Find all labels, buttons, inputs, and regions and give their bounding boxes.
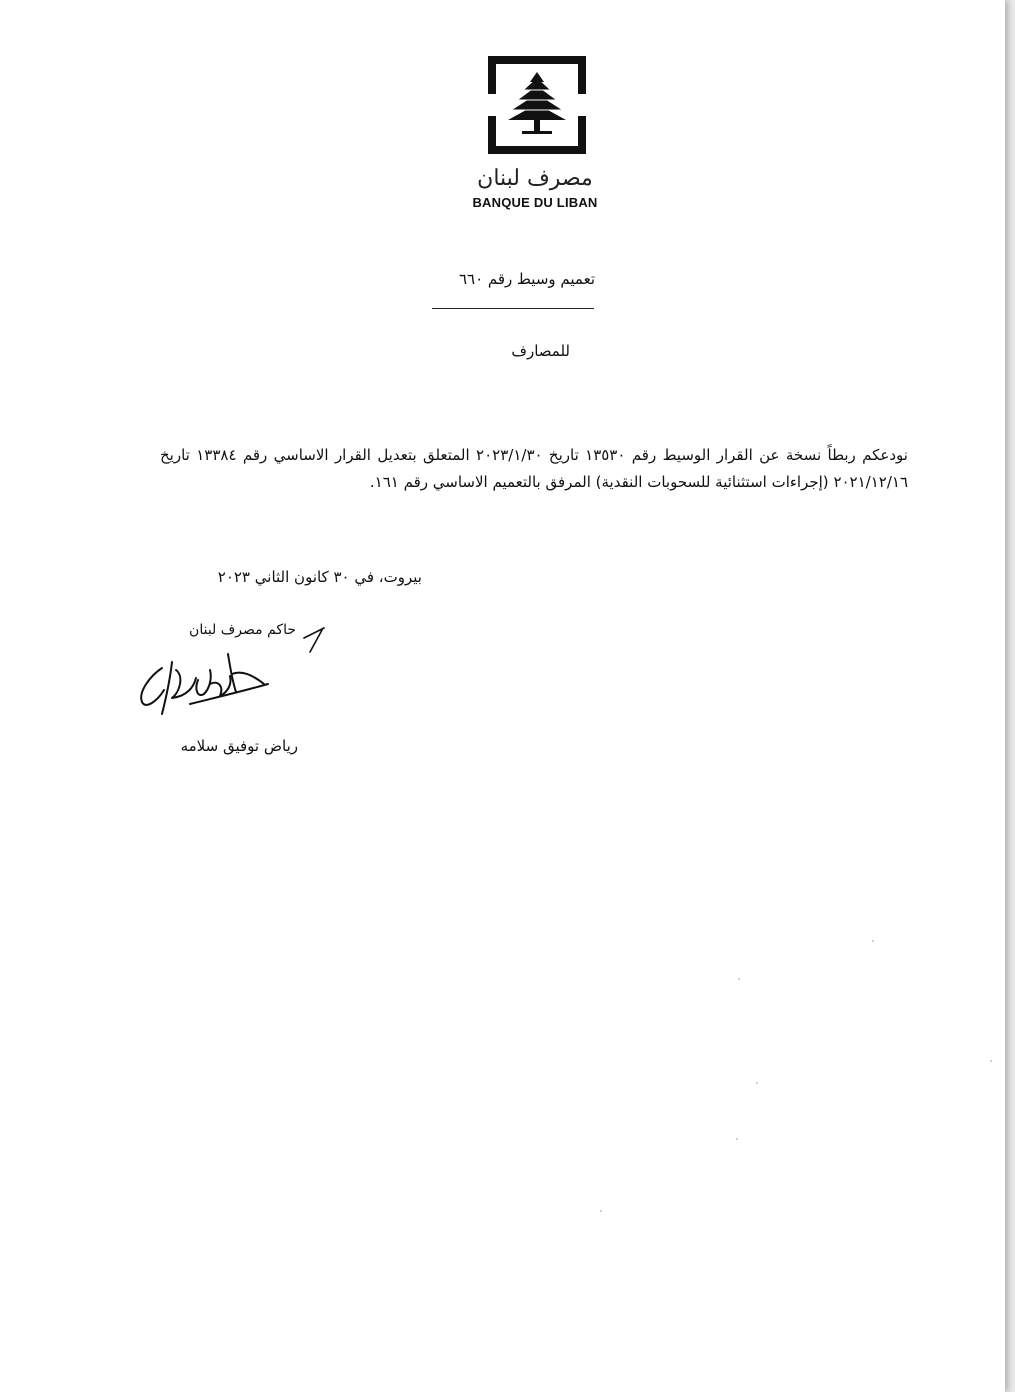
handwritten-tick-mark [300, 622, 330, 656]
body-paragraph: نودعكم ربطاً نسخة عن القرار الوسيط رقم ١٣٥٣٠ تاريخ ٢٠٢٣/١/٣٠ المتعلق بتعديل القرار الاساسي رقم ١٣٣٨٤ تاريخ ٢٠٢١/١٢/١٦ (إجراءات استثنائية للسحوبات النقدية) المرفق بالتعميم الاساسي رقم ١٦١. [160, 446, 908, 491]
scan-speck [872, 940, 874, 942]
banque-du-liban-emblem [488, 56, 586, 154]
circular-title: تعميم وسيط رقم ٦٦٠ [458, 270, 595, 288]
date-line: بيروت، في ٣٠ كانون الثاني ٢٠٢٣ [217, 568, 422, 586]
signatory-title: حاكم مصرف لبنان [189, 622, 296, 638]
scan-speck [736, 1138, 738, 1140]
scan-speck [600, 1210, 602, 1212]
title-underline [432, 308, 594, 309]
signatory-name: رياض توفيق سلامه [180, 737, 298, 755]
scan-speck [738, 978, 740, 980]
recipient-line: للمصارف [511, 342, 570, 360]
logo-english-name: BANQUE DU LIBAN [472, 195, 598, 210]
scan-speck [756, 1082, 758, 1084]
governor-signature [132, 640, 282, 720]
logo-arabic-name: مصرف لبنان [477, 166, 593, 191]
scan-speck [990, 1060, 992, 1062]
